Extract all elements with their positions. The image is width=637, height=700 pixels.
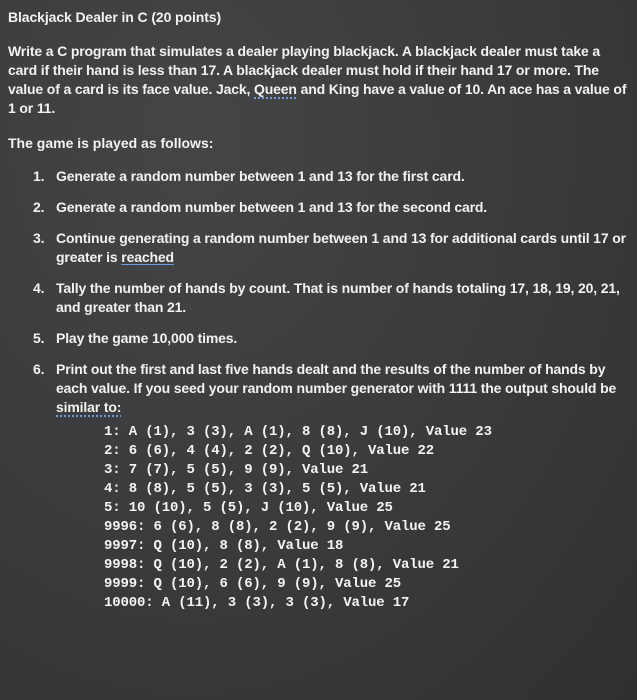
game-intro: The game is played as follows: xyxy=(8,135,214,151)
output-line: 9998: Q (10), 2 (2), A (1), 8 (8), Value 21 xyxy=(104,557,459,573)
page-title: Blackjack Dealer in C (20 points) xyxy=(8,9,222,25)
output-line: 1: A (1), 3 (3), A (1), 8 (8), J (10), Value 23 xyxy=(104,424,492,440)
step-item xyxy=(8,198,627,217)
step-number: 5. xyxy=(33,330,45,346)
output-line: 4: 8 (8), 5 (5), 3 (3), 5 (5), Value 21 xyxy=(104,481,426,497)
spellcheck-phrase-similar-to[interactable]: similar to: xyxy=(56,399,122,415)
step-number: 6. xyxy=(33,361,45,377)
sample-output xyxy=(104,423,627,613)
step-text-part: Print out the first and last five hands dealt and the results of the number of hands by each value. If you seed your random number generator with 1111 the output should be xyxy=(56,361,617,396)
step-item xyxy=(8,229,627,267)
step-item xyxy=(8,329,627,348)
problem-description xyxy=(8,42,627,118)
description-text-2: and King have a value of 10. An ace has a value of 1 or 11. xyxy=(8,81,627,116)
step-item xyxy=(8,279,627,317)
step-text: Generate a random number between 1 and 13 for the second card. xyxy=(56,199,488,215)
step-number: 4. xyxy=(33,280,45,296)
link-reached[interactable]: reached xyxy=(121,249,174,265)
step-number: 3. xyxy=(33,230,45,246)
description-text-1: Write a C program that simulates a dealer playing blackjack. A blackjack dealer must take a card if their hand is less than 17. A blackjack dealer must hold if their hand 17 or more. The value of a card is its face value. Jack, xyxy=(8,43,600,97)
output-line: 3: 7 (7), 5 (5), 9 (9), Value 21 xyxy=(104,462,369,478)
step-number: 2. xyxy=(33,199,45,215)
output-line: 10000: A (11), 3 (3), 3 (3), Value 17 xyxy=(104,595,410,611)
step-text: Generate a random number between 1 and 13 for the first card. xyxy=(56,168,465,184)
step-item xyxy=(8,167,627,186)
step-text xyxy=(56,361,616,415)
steps-list xyxy=(8,167,627,613)
step-text xyxy=(56,230,626,265)
output-line: 2: 6 (6), 4 (4), 2 (2), Q (10), Value 22 xyxy=(104,443,435,459)
step-item xyxy=(8,360,627,613)
spellcheck-word-queen[interactable]: Queen xyxy=(254,81,297,97)
output-line: 9999: Q (10), 6 (6), 9 (9), Value 25 xyxy=(104,576,402,592)
step-text-part: Continue generating a random number between 1 and 13 for additional cards until 17 or greater is xyxy=(56,230,626,265)
step-text: Play the game 10,000 times. xyxy=(56,330,238,346)
step-number: 1. xyxy=(33,168,45,184)
output-line: 5: 10 (10), 5 (5), J (10), Value 25 xyxy=(104,500,393,516)
output-line: 9996: 6 (6), 8 (8), 2 (2), 9 (9), Value 25 xyxy=(104,519,451,535)
output-line: 9997: Q (10), 8 (8), Value 18 xyxy=(104,538,344,554)
step-text: Tally the number of hands by count. That is number of hands totaling 17, 18, 19, 20, 21, and greater than 21. xyxy=(56,280,620,315)
